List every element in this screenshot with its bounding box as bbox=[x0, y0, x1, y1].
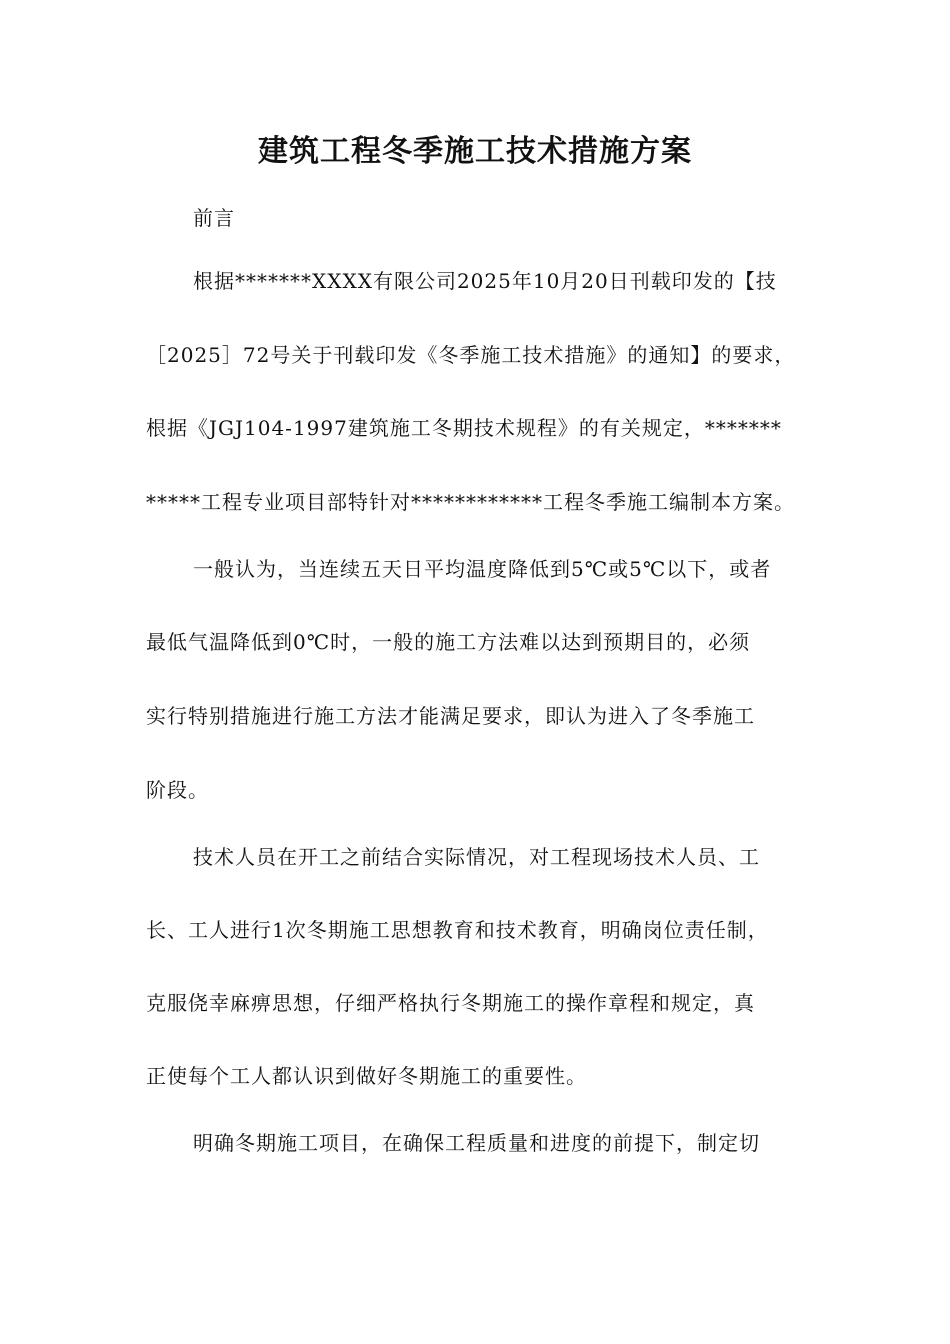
text-line: 一般认为，当连续五天日平均温度降低到5℃或5℃以下，或者 bbox=[193, 557, 772, 581]
text-line: *****工程专业项目部特针对************工程冬季施工编制本方案。 bbox=[146, 490, 795, 514]
text-line: 最低气温降低到0℃时，一般的施工方法难以达到预期目的，必须 bbox=[146, 630, 751, 654]
text-line: 根据《JGJ104-1997建筑施工冬期技术规程》的有关规定，******* bbox=[146, 416, 782, 440]
text-line: 克服侥幸麻痹思想，仔细严格执行冬期施工的操作章程和规定，真 bbox=[146, 991, 755, 1015]
text-line: 技术人员在开工之前结合实际情况，对工程现场技术人员、工 bbox=[193, 845, 760, 869]
text-line: 阶段。 bbox=[146, 778, 209, 802]
document-title: 建筑工程冬季施工技术措施方案 bbox=[258, 134, 692, 169]
text-line: 根据*******XXXX有限公司2025年10月20日刊载印发的【技 bbox=[193, 269, 777, 293]
text-line: 前言 bbox=[193, 206, 235, 230]
text-line: ［2025］72号关于刊载印发《冬季施工技术措施》的通知】的要求， bbox=[146, 343, 796, 367]
text-line: 实行特别措施进行施工方法才能满足要求，即认为进入了冬季施工 bbox=[146, 704, 755, 728]
text-line: 长、工人进行1次冬期施工思想教育和技术教育，明确岗位责任制， bbox=[146, 918, 769, 942]
text-line: 正使每个工人都认识到做好冬期施工的重要性。 bbox=[146, 1064, 587, 1088]
text-line: 明确冬期施工项目，在确保工程质量和进度的前提下，制定切 bbox=[193, 1131, 760, 1155]
